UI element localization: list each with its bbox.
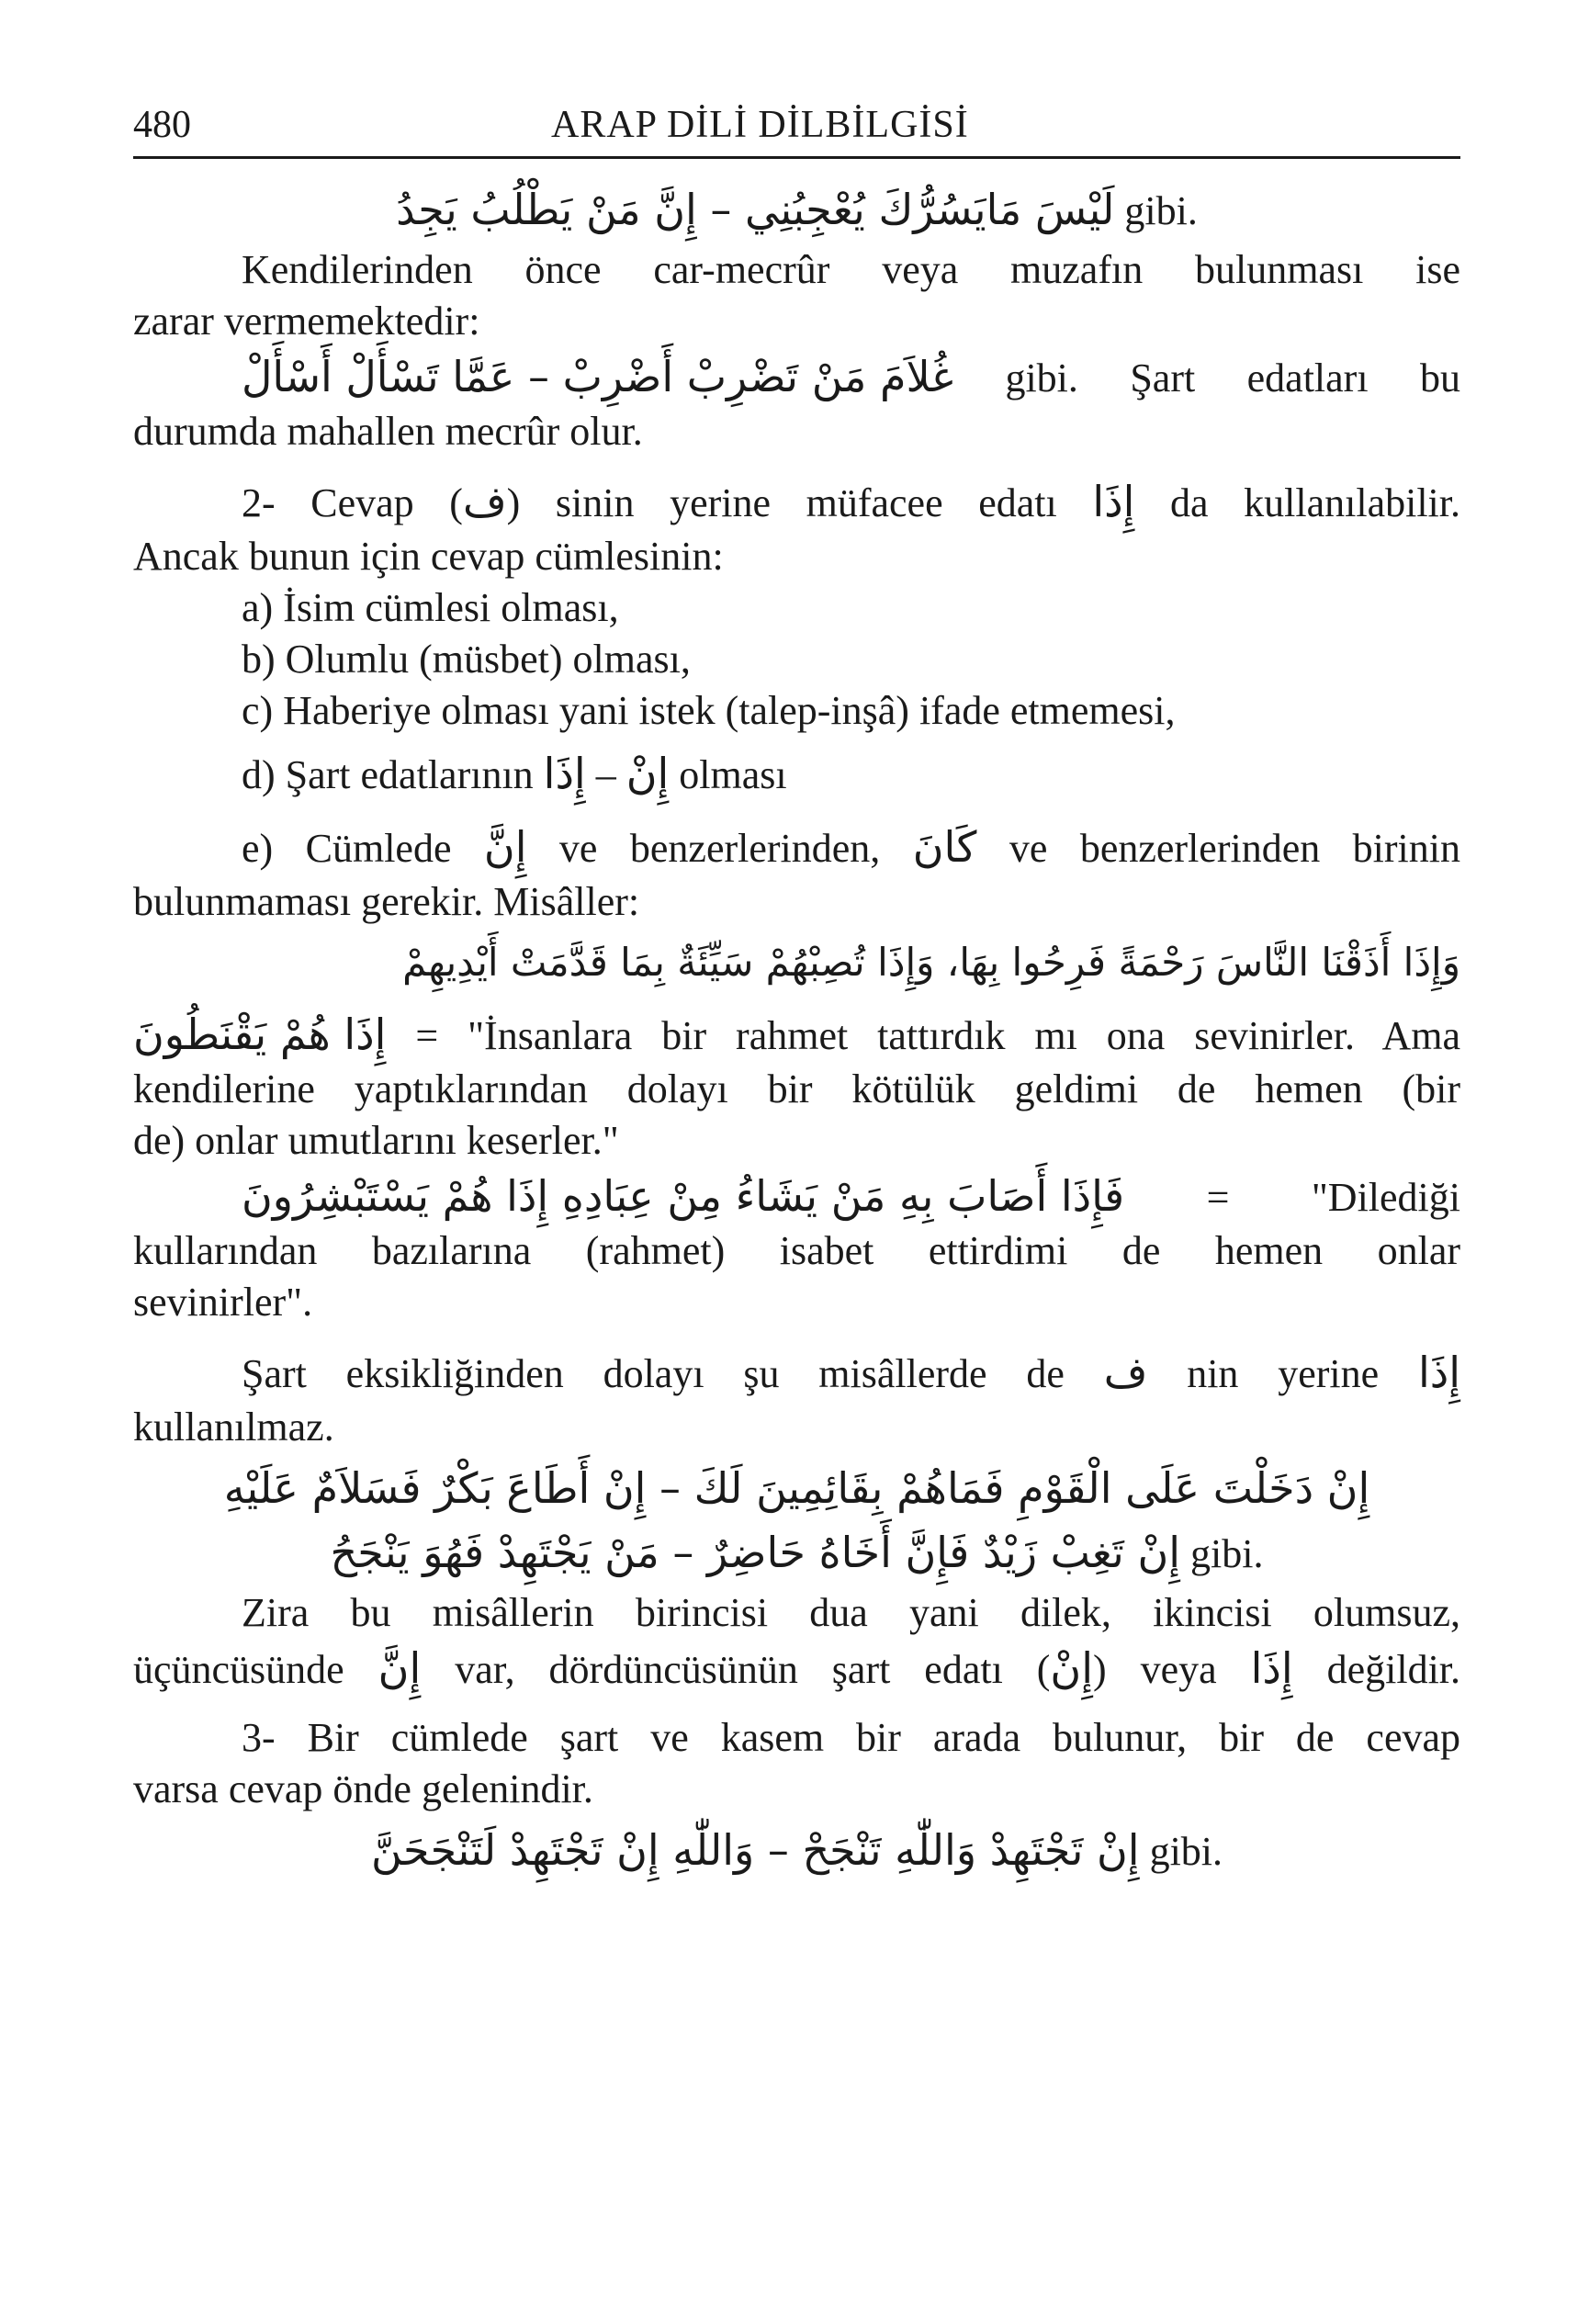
arabic-example-line xyxy=(133,1523,1460,1582)
text-span: var, dördüncüsünün şart edatı ( xyxy=(455,1647,1051,1692)
text-span: nin yerine xyxy=(1187,1351,1380,1396)
text-span: = "Dilediği xyxy=(1206,1175,1461,1220)
text-span: ) sinin yerine müfacee edatı xyxy=(506,480,1057,525)
paragraph-line: zarar vermemektedir: xyxy=(133,299,480,344)
arabic-text: لَيْسَ مَايَسُرُّكَ يُعْجِبُنِي – إِنَّ مَنْ يَطْلُبُ يَجِدُ xyxy=(396,185,1115,234)
text-span: e) Cümlede xyxy=(242,826,452,871)
arabic-text: إِنْ دَخَلْتَ عَلَى الْقَوْمِ فَمَاهُمْ بِقَائِمِينَ لَكَ – إِنْ أَطَاعَ بَكْرٌ فَسَلاَمٌ عَلَيْهِ xyxy=(223,1463,1370,1513)
arabic-text: فَإِذَا أَصَابَ بِهِ مَنْ يَشَاءُ مِنْ عِبَادِهِ إِذَا هُمْ يَسْتَبْشِرُونَ xyxy=(242,1171,1125,1221)
list-item: b) Olumlu (müsbet) olması, xyxy=(242,637,691,682)
text-span: ve benzerlerinden, xyxy=(558,826,881,871)
paragraph-line: kendilerine yaptıklarından dolayı bir kötülük geldimi de hemen (bir xyxy=(133,1066,1460,1111)
paragraph-line xyxy=(133,1343,1460,1402)
arabic-example-line xyxy=(133,347,1460,406)
list-item: c) Haberiye olması yani istek (talep-inşâ) ifade etmemesi, xyxy=(242,688,1176,733)
arabic-text: وَإِذَا أَذَقْنَا النَّاسَ رَحْمَةً فَرِحُوا بِهَا، وَإِذَا تُصِبْهُمْ سَيِّئَةٌ بِمَا قَدَّمَتْ أَيْدِيهِمْ xyxy=(402,940,1460,985)
text-span: gibi. Şart edatları bu xyxy=(1005,355,1460,400)
list-item xyxy=(133,818,1460,876)
paragraph-line: durumda mahallen mecrûr olur. xyxy=(133,409,643,454)
text-span: d) Şart edatlarının xyxy=(242,752,534,797)
arabic-example-line xyxy=(133,1167,1460,1225)
paragraph-line: varsa cevap önde gelenindir. xyxy=(133,1766,593,1811)
list-item: a) İsim cümlesi olması, xyxy=(242,585,619,630)
arabic-example-line xyxy=(133,1459,1460,1517)
text-span: da kullanılabilir. xyxy=(1170,480,1460,525)
text-span: değildir. xyxy=(1326,1647,1461,1692)
paragraph-line: kullanılmaz. xyxy=(133,1405,334,1450)
paragraph-line xyxy=(133,472,1460,531)
running-header xyxy=(133,103,1460,159)
arabic-example-line xyxy=(133,933,1460,992)
arabic-text: إِذَا هُمْ يَقْنَطُونَ xyxy=(133,1010,387,1059)
arabic-text: إِذَا xyxy=(1417,1348,1461,1397)
arabic-text: ف xyxy=(462,477,507,526)
arabic-example-line xyxy=(133,1821,1460,1879)
arabic-text: إِنْ xyxy=(625,749,670,798)
paragraph-line: kullarından bazılarına (rahmet) isabet ettirdimi de hemen onlar xyxy=(133,1228,1460,1273)
text-span: – xyxy=(595,752,616,797)
text-span: = "İnsanlara bir rahmet tattırdık mı ona sevinirler. Ama xyxy=(415,1013,1460,1058)
text-span: ) veya xyxy=(1092,1647,1217,1692)
paragraph-line: Zira bu misâllerin birincisi dua yani dilek, ikincisi olumsuz, xyxy=(242,1590,1460,1635)
text-span: Şart eksikliğinden dolayı şu misâllerde de xyxy=(242,1351,1065,1396)
arabic-text: غُلاَمَ مَنْ تَضْرِبْ أَضْرِبْ – عَمَّا تَسْأَلْ أَسْأَلْ xyxy=(242,352,953,401)
arabic-text: ف xyxy=(1103,1348,1148,1397)
text-span: gibi. xyxy=(1124,188,1198,233)
paragraph-line: sevinirler". xyxy=(133,1280,313,1325)
text-span: olması xyxy=(679,752,787,797)
arabic-text: إِنَّ xyxy=(483,822,527,872)
arabic-text: إِنْ تَغِبْ زَيْدٌ فَإِنَّ أَخَاهُ حَاضِرٌ – مَنْ يَجْتَهِدْ فَهُوَ يَنْجَحُ xyxy=(330,1528,1181,1577)
list-item xyxy=(133,744,1460,803)
page-number: 480 xyxy=(133,104,191,146)
paragraph-line: Kendilerinden önce car-mecrûr veya muzafın bulunması ise xyxy=(242,247,1460,292)
arabic-text: إِذَا xyxy=(543,749,586,798)
paragraph-line xyxy=(133,1005,1460,1064)
arabic-text: إِنْ xyxy=(1050,1643,1093,1693)
arabic-text: إِنَّ xyxy=(378,1643,422,1693)
paragraph-line xyxy=(133,1639,1460,1698)
paragraph-line: Ancak bunun için cevap cümlesinin: xyxy=(133,534,724,579)
text-span: üçüncüsünde xyxy=(133,1647,344,1692)
paragraph-line: bulunmaması gerekir. Misâller: xyxy=(133,879,640,924)
arabic-text: إِنْ تَجْتَهِدْ وَاللّٰهِ تَنْجَحْ – وَاللّٰهِ إِنْ تَجْتَهِدْ لَتَنْجَحَنَّ xyxy=(370,1825,1140,1875)
text-span: ve benzerlerinden birinin xyxy=(1009,826,1461,871)
paragraph-line: 3- Bir cümlede şart ve kasem bir arada bulunur, bir de cevap xyxy=(242,1715,1460,1760)
arabic-example-line xyxy=(133,180,1460,239)
text-span: gibi. xyxy=(1190,1531,1264,1576)
text-span: gibi. xyxy=(1149,1829,1223,1874)
text-span: 2- Cevap ( xyxy=(242,480,463,525)
page-body xyxy=(133,175,1460,1885)
arabic-text: إِذَا xyxy=(1250,1643,1293,1693)
running-title: ARAP DİLİ DİLBİLGİSİ xyxy=(551,104,969,146)
paragraph-line: de) onlar umutlarını keserler." xyxy=(133,1118,619,1163)
arabic-text: كَانَ xyxy=(912,822,977,872)
arabic-text: إِذَا xyxy=(1092,477,1135,526)
